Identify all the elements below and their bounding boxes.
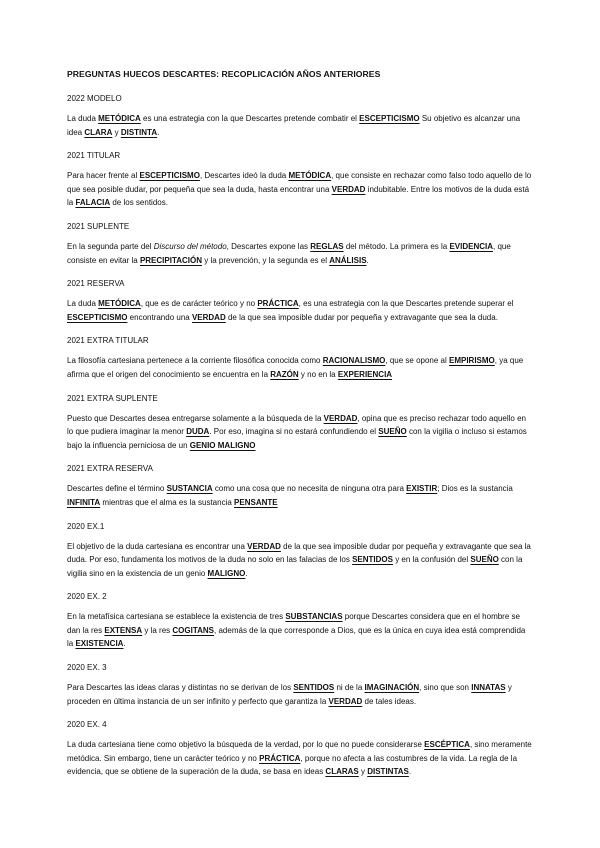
keyword: PRECIPITACIÓN bbox=[139, 255, 203, 265]
paragraph-text: , opina que es preciso rechazar todo aquello en lo que pudiera imaginar la menor bbox=[67, 413, 526, 437]
keyword: IMAGINACIÓN bbox=[364, 683, 420, 693]
paragraph-text: encontrando una bbox=[127, 312, 192, 322]
section-paragraph bbox=[67, 112, 533, 139]
paragraph-text: , sino meramente metódica. Sin embargo, tiene un carácter teórico y no bbox=[67, 740, 532, 763]
section-paragraph bbox=[67, 354, 533, 381]
paragraph-text: En la segunda parte del bbox=[67, 241, 154, 251]
keyword: EXTENSA bbox=[104, 625, 143, 635]
keyword: VERDAD bbox=[191, 312, 226, 322]
paragraph-text: , Descartes ideó la duda bbox=[199, 171, 289, 181]
keyword: FALACIA bbox=[75, 198, 111, 208]
section-heading: 2021 EXTRA TITULAR bbox=[67, 336, 149, 346]
keyword: EXISTIR bbox=[406, 484, 438, 494]
paragraph-text: , Descartes expone las bbox=[226, 241, 311, 251]
keyword: SUSTANCIA bbox=[166, 484, 213, 494]
keyword: METÓDICA bbox=[288, 171, 332, 181]
section-heading: 2020 EX. 2 bbox=[67, 592, 107, 602]
section-paragraph bbox=[67, 482, 533, 509]
keyword: ESCEPTICISMO bbox=[67, 312, 128, 322]
paragraph-text: y la prevención, y la segunda es el bbox=[202, 255, 330, 265]
keyword: VERDAD bbox=[328, 696, 363, 706]
section-heading: 2021 SUPLENTE bbox=[67, 221, 130, 231]
section-paragraph bbox=[67, 610, 533, 651]
keyword: VERDAD bbox=[323, 413, 358, 423]
paragraph-text: . bbox=[366, 255, 369, 265]
keyword: PRÁCTICA bbox=[259, 753, 301, 763]
paragraph-text: de tales ideas. bbox=[362, 696, 417, 706]
paragraph-text: mientras que el alma es la sustancia bbox=[100, 497, 235, 507]
paragraph-text: La duda bbox=[67, 114, 99, 123]
keyword: MALIGNO bbox=[207, 568, 246, 578]
keyword: DISTINTAS bbox=[367, 767, 409, 777]
paragraph-text: y no en la bbox=[298, 369, 338, 379]
section-paragraph bbox=[67, 412, 533, 453]
paragraph-text: y bbox=[112, 127, 121, 137]
paragraph-text: porque Descartes considera que en el hombre se dan la res bbox=[67, 612, 520, 635]
keyword: RAZÓN bbox=[270, 369, 299, 379]
keyword: CLARAS bbox=[325, 767, 359, 777]
paragraph-text: . bbox=[408, 767, 412, 777]
paragraph-text: , porque no afecta a las costumbres de la vida. La regla de la evidencia, que se obtiene de la superación de la duda, se basa en ideas bbox=[67, 753, 518, 777]
keyword: METÓDICA bbox=[98, 299, 141, 309]
section-heading: 2021 RESERVA bbox=[67, 279, 125, 289]
keyword: SUEÑO bbox=[470, 555, 499, 565]
section-paragraph bbox=[67, 738, 533, 779]
keyword: RACIONALISMO bbox=[322, 356, 386, 366]
keyword: SENTIDOS bbox=[352, 555, 393, 565]
keyword: PRÁCTICA bbox=[257, 299, 299, 309]
keyword: ESCÉPTICA bbox=[424, 740, 470, 750]
section-heading: 2021 TITULAR bbox=[67, 151, 121, 161]
paragraph-text: La duda cartesiana tiene como objetivo la búsqueda de la verdad, por lo que no puede considerarse bbox=[67, 740, 425, 750]
paragraph-text: y bbox=[358, 767, 368, 777]
keyword: EMPIRISMO bbox=[448, 356, 495, 366]
paragraph-text: y la res bbox=[142, 625, 173, 635]
paragraph-text: En la metafísica cartesiana se establece la existencia de tres bbox=[67, 612, 286, 622]
paragraph-text: Para hacer frente al bbox=[67, 171, 140, 181]
section-heading: 2021 EXTRA SUPLENTE bbox=[67, 393, 158, 403]
paragraph-text: . Por eso, imagina si no estará confundiendo el bbox=[209, 427, 379, 437]
paragraph-text: como una cosa que no necesita de ninguna otra para bbox=[212, 484, 407, 494]
paragraph-text: , ya que afirma que el origen del conocimiento se encuentra en la bbox=[67, 356, 524, 379]
keyword: ANÁLISIS bbox=[329, 255, 367, 265]
section-heading: 2021 EXTRA RESERVA bbox=[67, 464, 153, 474]
keyword: VERDAD bbox=[331, 184, 366, 194]
paragraph-text: con la vigilia o incluso si estamos bajo la influencia perniciosa de un bbox=[67, 427, 527, 450]
keyword: METÓDICA bbox=[98, 114, 141, 123]
keyword: GENIO MALIGNO bbox=[189, 440, 256, 450]
keyword: COGITANS bbox=[172, 625, 215, 635]
paragraph-text: , es una estrategia con la que Descartes pretende superar el bbox=[298, 299, 514, 309]
paragraph-text: , sino que son bbox=[419, 683, 472, 693]
paragraph-text: de la que sea imposible dudar por pequeña y extravagante que sea la duda. bbox=[225, 312, 498, 322]
paragraph-text: indubitable. Entre los motivos de la duda está la bbox=[67, 184, 530, 208]
paragraph-text: . bbox=[123, 639, 126, 649]
keyword: EVIDENCIA bbox=[449, 241, 494, 251]
keyword: EXISTENCIA bbox=[75, 639, 124, 649]
paragraph-text: ni de la bbox=[334, 683, 365, 693]
document-title: PREGUNTAS HUECOS DESCARTES: RECOPLICACIÓN AÑOS ANTERIORES bbox=[67, 69, 381, 79]
keyword: VERDAD bbox=[247, 541, 281, 551]
section-paragraph bbox=[67, 169, 533, 210]
paragraph-text: del método. La primera es la bbox=[343, 241, 450, 251]
paragraph-text: de los sentidos. bbox=[110, 198, 168, 208]
paragraph-text: , que se opone al bbox=[385, 356, 449, 366]
italic-title: Discurso del método bbox=[153, 241, 227, 251]
paragraph-text: con la vigilia sino en la existencia de un genio bbox=[67, 555, 523, 578]
paragraph-text: de la que sea imposible dudar por pequeña y extravagante que sea la duda. Por eso, fundamenta los motivos de la duda no solo en las falacias de los bbox=[67, 541, 531, 565]
paragraph-text: . bbox=[157, 127, 160, 137]
paragraph-text: La duda bbox=[67, 299, 99, 309]
section-heading: 2022 MODELO bbox=[67, 94, 122, 103]
paragraph-text: Puesto que Descartes desea entregarse solamente a la búsqueda de la bbox=[67, 413, 324, 423]
paragraph-text: La filosofía cartesiana pertenece a la corriente filosófica conocida como bbox=[67, 356, 323, 366]
paragraph-text: , que es de carácter teórico y no bbox=[140, 299, 258, 309]
paragraph-text: , además de la que corresponde a Dios, que es la única en cuya idea está comprendida la bbox=[67, 625, 526, 649]
keyword: SENTIDOS bbox=[293, 683, 335, 693]
document-content bbox=[67, 68, 533, 790]
section-heading: 2020 EX. 4 bbox=[67, 720, 107, 730]
paragraph-text: Para Descartes las ideas claras y distintas no se derivan de los bbox=[67, 683, 294, 693]
keyword: INNATAS bbox=[471, 683, 506, 693]
section-heading: 2020 EX. 3 bbox=[67, 663, 107, 673]
paragraph-text: y proceden en última instancia de un ser infinito y perfecto que garantiza la bbox=[67, 683, 512, 706]
section-paragraph bbox=[67, 297, 533, 324]
keyword: INFINITA bbox=[67, 497, 101, 507]
section-heading: 2020 EX.1 bbox=[67, 521, 105, 531]
paragraph-text: , que consiste en rechazar como falso todo aquello de lo que sea posible dudar, por pequeña que sea la duda, hasta encontrar una bbox=[67, 171, 532, 194]
paragraph-text: es una estrategia con la que Descartes pretende combatir el bbox=[140, 114, 360, 123]
keyword: EXPERIENCIA bbox=[337, 369, 393, 379]
keyword: REGLAS bbox=[310, 241, 344, 251]
paragraph-text: ; Dios es la sustancia bbox=[437, 484, 513, 494]
paragraph-text: . bbox=[245, 568, 248, 578]
keyword: ESCEPTICISMO bbox=[139, 171, 200, 181]
keyword: CLARA bbox=[84, 127, 113, 137]
section-paragraph bbox=[67, 540, 533, 581]
paragraph-text: y en la confusión del bbox=[392, 555, 471, 565]
section-paragraph bbox=[67, 681, 533, 708]
section-paragraph bbox=[67, 240, 533, 267]
keyword: SUBSTANCIAS bbox=[285, 612, 343, 622]
paragraph-text: El objetivo de la duda cartesiana es encontrar una bbox=[67, 541, 248, 551]
keyword: SUEÑO bbox=[378, 427, 407, 437]
sections-container bbox=[67, 93, 533, 779]
keyword: DISTINTA bbox=[120, 127, 158, 137]
keyword: DUDA bbox=[186, 427, 210, 437]
keyword: ESCEPTICISMO bbox=[359, 114, 420, 123]
paragraph-text: , que consiste en evitar la bbox=[67, 241, 511, 265]
paragraph-text: Su objetivo es alcanzar una idea bbox=[67, 114, 521, 137]
keyword: PENSANTE bbox=[234, 497, 278, 507]
paragraph-text: Descartes define el término bbox=[67, 484, 167, 494]
